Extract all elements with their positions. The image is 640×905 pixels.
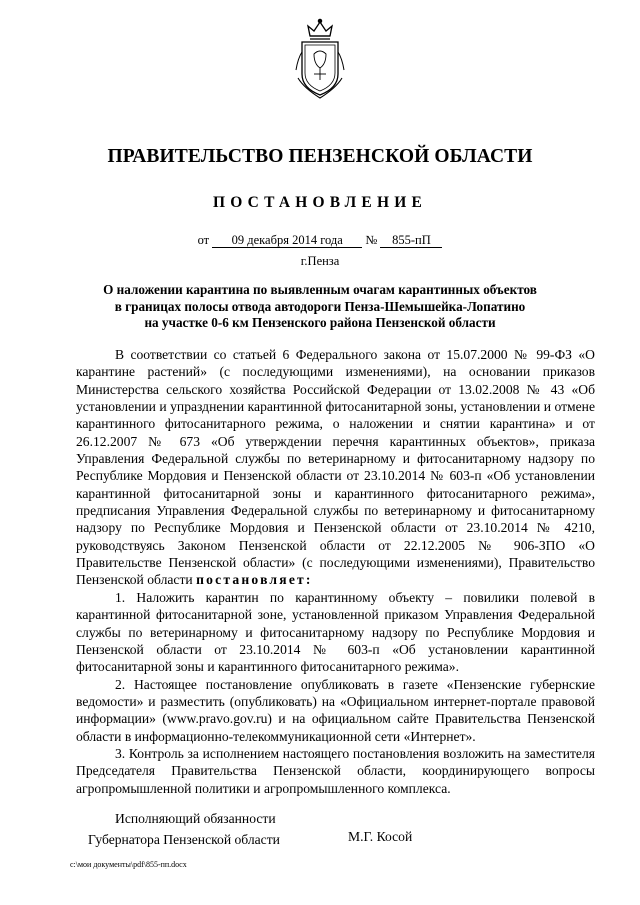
decree-word: постановляет:	[196, 572, 313, 588]
item-paragraph: 2. Настоящее постановление опубликовать в газете «Пензенские губернские ведомости» и разместить (опубликовать) на «Официальном интернет-портале правовой информации» (www.pravo.gov.ru) и на официальном сайте Правительства Пензенской области в информационно-телекоммуникационной сети «Интернет».	[76, 676, 595, 744]
item-paragraph: 1. Наложить карантин по карантинному объекту – повилики полевой в карантинной фитосанитарной зоне, установленной приказом Управления Федеральной службы по ветеринарному и фитосанитарному надзору по Республике Мордовия и Пензенской области от 23.10.2014 № 603-п «Об установлении карантинной фитосанитарной зоны и карантинного фитосанитарного режима».	[76, 589, 595, 675]
preamble-paragraph	[76, 346, 595, 589]
date-number-line	[0, 233, 640, 248]
file-path: c:\мои документы\pdf\855-пп.docx	[70, 860, 187, 869]
coat-of-arms-emblem	[294, 18, 346, 100]
document-body	[76, 346, 595, 797]
document-subject	[60, 282, 580, 332]
signatory-title-line: Губернатора Пензенской области	[88, 832, 280, 847]
preamble-text: В соответствии со статьей 6 Федерального закона от 15.07.2000 № 99-ФЗ «О карантине растений» (с последующими изменениями), на основании приказов Министерства сельского хозяйства Российской Федерации от 13.02.2008 № 43 «Об установлении и упразднении карантинной фитосанитарной зоны, установлении и отмене карантинного фитосанитарного режима, о наложении и снятии карантина» и от 26.12.2007 № 673 «Об утверждении перечня карантинных объектов», приказа Управления Федеральной службы по ветеринарному и фитосанитарному надзору по Республике Мордовия и Пензенской области от 23.10.2014 № 603-п «Об установлении карантинной фитосанитарной зоны и карантинного фитосанитарного режима», предписания Управления Федеральной службы по ветеринарному и фитосанитарному надзору по Республике Мордовия и Пензенской области от 23.10.2014 № 4210, руководствуясь Законом Пензенской области от 22.12.2005 № 906-ЗПО «О Правительстве Пензенской области» (с последующими изменениями), Правительство Пензенской области	[76, 347, 595, 588]
city: г.Пенза	[300, 254, 340, 268]
date-prefix: от	[197, 233, 210, 247]
subject-line: на участке 0-6 км Пензенского района Пензенской области	[144, 315, 496, 330]
document-date: 09 декабря 2014 года	[212, 233, 362, 248]
document-type: ПОСТАНОВЛЕНИЕ	[212, 194, 428, 211]
item-paragraph: 3. Контроль за исполнением настоящего постановления возложить на заместителя Председателя Правительства Пензенской области, координирующего вопросы агропромышленной политики и агропромышленного комплекса.	[76, 745, 595, 796]
organization-title: ПРАВИТЕЛЬСТВО ПЕНЗЕНСКОЙ ОБЛАСТИ	[107, 146, 533, 167]
subject-line: в границах полосы отвода автодороги Пенза-Шемышейка-Лопатино	[114, 298, 526, 314]
document-number: 855-пП	[380, 233, 442, 248]
signatory-title	[88, 808, 280, 850]
signatory-name: М.Г. Косой	[348, 829, 413, 844]
subject-line: О наложении карантина по выявленным очагам карантинных объектов	[103, 282, 537, 297]
number-prefix: №	[365, 233, 378, 247]
signatory-title-line: Исполняющий обязанности	[115, 811, 276, 826]
